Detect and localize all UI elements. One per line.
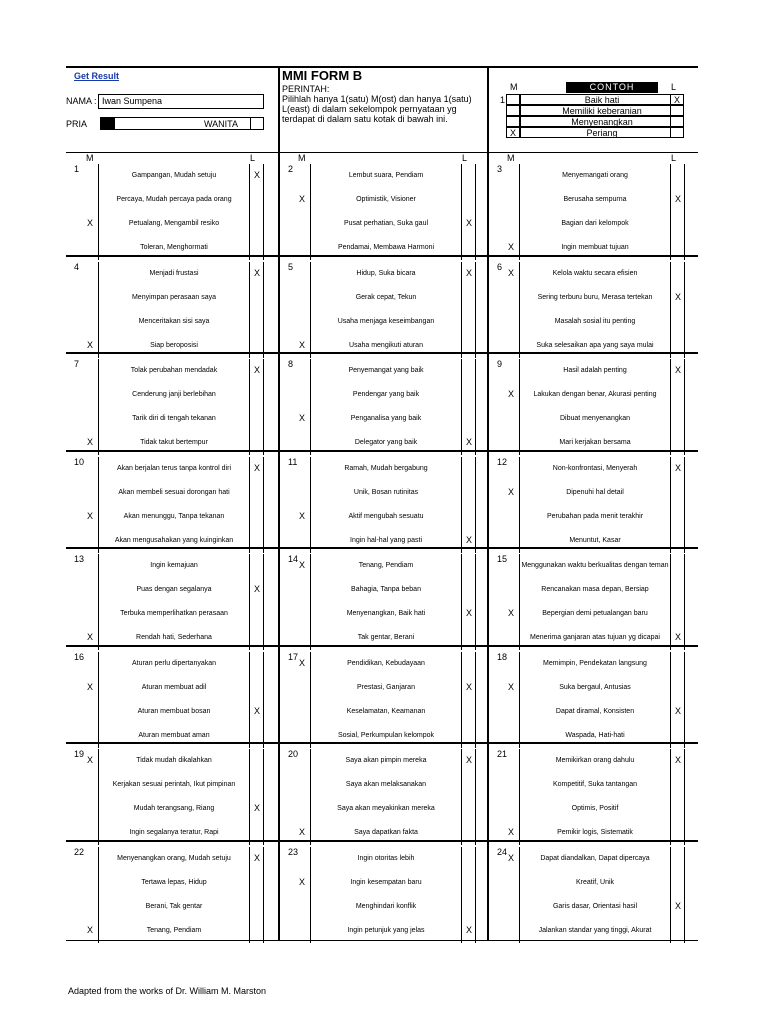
nama-field[interactable]: [98, 94, 264, 109]
statement-text: Ingin petunjuk yang jelas: [347, 926, 425, 934]
statement-text: Ingin hal-hal yang pasti: [350, 536, 422, 544]
least-mark[interactable]: X: [465, 534, 472, 545]
statement-text: Aturan membuat adil: [141, 683, 207, 691]
form-title: MMI FORM B: [282, 68, 363, 83]
get-result-link[interactable]: Get Result: [74, 71, 120, 81]
column-l-header: L: [462, 153, 468, 163]
group-number: 6: [497, 261, 503, 272]
most-mark[interactable]: X: [86, 681, 93, 692]
statement-text: Aktif mengubah sesuatu: [348, 512, 424, 520]
example-number: 1: [500, 95, 506, 105]
statement-text: Toleran, Menghormati: [140, 244, 208, 251]
example-l-box: [670, 127, 684, 138]
perintah-title: PERINTAH:: [282, 84, 330, 94]
statement-text: Menuntut, Kasar: [569, 536, 621, 544]
statement-text: Perubahan pada menit terakhir: [546, 512, 644, 520]
statement-text: Sering terburu buru, Merasa tertekan: [537, 293, 653, 301]
most-mark[interactable]: X: [507, 608, 514, 618]
group-number: 18: [497, 651, 508, 662]
group-number: 8: [288, 359, 294, 369]
statement-text: Petualang, Mengambil resiko: [128, 220, 220, 227]
statement-text: Non-konfrontasi, Menyerah: [552, 464, 638, 472]
statement-text: Optimistik, Visioner: [356, 196, 416, 203]
statement-text: Rencanakan masa depan, Bersiap: [541, 586, 649, 593]
statement-text: Menggunakan waktu berkualitas dengan teman: [521, 562, 669, 569]
group-number: 17: [288, 651, 299, 662]
statement-text: Tertawa lepas, Hidup: [141, 878, 207, 886]
group-number: 2: [288, 164, 294, 174]
statement-text: Tarik diri di tengah tekanan: [132, 415, 216, 422]
statement-text: Saya akan melaksanakan: [345, 781, 427, 788]
example-row-text: Memiliki keberanian: [520, 105, 684, 116]
statement-text: Hidup, Suka bicara: [356, 269, 416, 277]
nama-value: Iwan Sumpena: [102, 96, 163, 106]
statement-text: Kompetitif, Suka tantangan: [552, 781, 638, 788]
statement-text: Dapat diandalkan, Dapat dipercaya: [540, 854, 650, 862]
most-mark[interactable]: X: [298, 413, 305, 423]
statement-text: Jalankan standar yang tinggi, Akurat: [538, 926, 652, 934]
statement-text: Saya akan meyakinkan mereka: [337, 805, 435, 812]
most-mark[interactable]: X: [507, 827, 514, 837]
statement-text: Pendamai, Membawa Harmoni: [337, 244, 435, 251]
column-m-header: M: [507, 153, 515, 163]
most-mark[interactable]: X: [507, 681, 514, 692]
least-mark[interactable]: X: [674, 365, 681, 375]
statement-text: Pendengar yang baik: [352, 391, 420, 398]
statement-text: Tolak perubahan mendadak: [130, 367, 218, 374]
example-row-text: Baik hati: [520, 94, 684, 105]
example-m-label: M: [510, 82, 518, 92]
statement-text: Menyenangkan, Baik hati: [346, 610, 426, 617]
statement-text: Akan membeli sesuai dorongan hati: [118, 488, 230, 496]
most-mark[interactable]: X: [507, 486, 514, 497]
most-mark[interactable]: X: [298, 510, 305, 521]
least-mark[interactable]: X: [253, 267, 260, 278]
statement-text: Ramah, Mudah bergabung: [344, 464, 428, 472]
statement-text: Percaya, Mudah percaya pada orang: [116, 196, 232, 203]
wanita-checkbox[interactable]: [250, 117, 264, 130]
least-mark[interactable]: X: [674, 291, 681, 302]
pria-checkbox[interactable]: [100, 117, 114, 130]
statement-text: Ingin kesempatan baru: [350, 878, 422, 886]
group-number: 14: [288, 554, 299, 564]
least-mark[interactable]: X: [253, 803, 260, 813]
example-m-box: [506, 116, 520, 127]
group-number: 1: [74, 164, 80, 174]
most-mark[interactable]: X: [298, 194, 305, 204]
footer-credit: Adapted from the works of Dr. William M. Marston: [68, 986, 267, 996]
statement-text: Kreatif, Unik: [575, 878, 615, 886]
group-number: 10: [74, 456, 85, 467]
statement-text: Akan mengusahakan yang kuinginkan: [114, 536, 234, 544]
least-mark[interactable]: X: [674, 194, 681, 204]
column-l-header: L: [671, 153, 677, 163]
statement-text: Delegator yang baik: [354, 439, 418, 446]
group-number: 21: [497, 749, 508, 759]
least-mark[interactable]: X: [465, 267, 472, 278]
statement-text: Penyemangat yang baik: [348, 367, 424, 374]
statement-text: Akan berjalan terus tanpa kontrol diri: [116, 464, 231, 472]
group-number: 7: [74, 359, 80, 369]
statement-text: Ingin otoritas lebih: [357, 854, 415, 862]
statement-text: Cenderung janji berlebihan: [132, 391, 216, 398]
nama-label: NAMA :: [66, 96, 97, 106]
statement-text: Aturan perlu dipertanyakan: [131, 659, 217, 667]
group-number: 13: [74, 554, 85, 564]
least-mark[interactable]: X: [253, 852, 260, 863]
statement-text: Terbuka memperlihatkan perasaan: [120, 610, 228, 617]
statement-text: Gampangan, Mudah setuju: [131, 172, 217, 179]
statement-text: Bepergian demi petualangan baru: [542, 610, 648, 617]
statement-text: Sosial, Perkumpulan kelompok: [337, 731, 435, 739]
pria-label: PRIA: [66, 119, 88, 129]
statement-text: Tenang, Pendiam: [358, 562, 414, 569]
statement-text: Tenang, Pendiam: [146, 926, 202, 934]
example-l-label: L: [671, 82, 677, 92]
least-mark[interactable]: X: [465, 218, 472, 228]
most-mark[interactable]: X: [507, 852, 514, 863]
statement-text: Dibuat menyenangkan: [559, 415, 631, 422]
column-m-header: M: [298, 153, 306, 163]
most-mark[interactable]: X: [86, 755, 93, 765]
statement-text: Masalah sosial itu penting: [554, 317, 636, 325]
statement-text: Aturan membuat bosan: [137, 707, 211, 715]
statement-text: Ingin segalanya teratur, Rapi: [129, 829, 219, 836]
statement-text: Usaha mengikuti aturan: [349, 341, 423, 349]
statement-text: Menceritakan sisi saya: [138, 317, 210, 325]
statement-text: Rendah hati, Sederhana: [136, 634, 212, 641]
statement-text: Dapat diramal, Konsisten: [555, 707, 635, 715]
example-l-box: [670, 105, 684, 116]
example-m-box: X: [506, 127, 520, 138]
least-mark[interactable]: X: [465, 924, 472, 935]
statement-text: Keselamatan, Keamanan: [346, 707, 426, 715]
statement-text: Kerjakan sesuai perintah, Ikut pimpinan: [112, 781, 236, 788]
least-mark[interactable]: X: [253, 584, 260, 594]
statement-text: Akan menunggu, Tanpa tekanan: [123, 512, 225, 520]
statement-text: Pusat perhatian, Suka gaul: [343, 220, 429, 227]
statement-text: Memimpin, Pendekatan langsung: [543, 659, 647, 667]
statement-text: Mudah terangsang, Riang: [133, 805, 215, 812]
statement-text: Menghindari konflik: [355, 902, 417, 910]
least-mark[interactable]: X: [253, 170, 260, 180]
group-number: 20: [288, 749, 299, 759]
statement-text: Menerima ganjaran atas tujuan yg dicapai: [530, 634, 660, 641]
group-number: 15: [497, 554, 508, 564]
most-mark[interactable]: X: [86, 339, 93, 350]
group-number: 16: [74, 651, 85, 662]
least-mark[interactable]: X: [674, 900, 681, 911]
least-mark[interactable]: X: [465, 437, 472, 447]
least-mark[interactable]: X: [465, 755, 472, 765]
statement-text: Aturan membuat aman: [138, 731, 210, 739]
statement-text: Dipenuhi hal detail: [566, 488, 624, 496]
statement-text: Memikirkan orang dahulu: [555, 757, 635, 764]
most-mark[interactable]: X: [86, 437, 93, 447]
group-number: 22: [74, 846, 85, 857]
statement-text: Tidak mudah dikalahkan: [136, 757, 212, 764]
least-mark[interactable]: X: [253, 365, 260, 375]
most-mark[interactable]: X: [298, 339, 305, 350]
statement-text: Menjadi frustasi: [149, 269, 199, 277]
least-mark[interactable]: X: [674, 462, 681, 473]
statement-text: Optimis, Positif: [571, 805, 619, 812]
group-number: 23: [288, 846, 299, 857]
least-mark[interactable]: X: [253, 462, 260, 473]
group-number: 12: [497, 456, 508, 467]
statement-text: Saya dapatkan fakta: [354, 829, 418, 836]
least-mark[interactable]: X: [465, 608, 472, 618]
statement-text: Mari kerjakan bersama: [559, 439, 631, 446]
statement-text: Pemikir logis, Sistematik: [557, 829, 633, 836]
statement-text: Garis dasar, Orientasi hasil: [552, 902, 638, 910]
statement-text: Waspada, Hati-hati: [565, 731, 625, 739]
group-number: 9: [497, 359, 503, 369]
statement-text: Penganalisa yang baik: [350, 415, 422, 422]
example-header: CONTOH: [566, 82, 658, 93]
statement-text: Menyenangkan orang, Mudah setuju: [117, 854, 231, 862]
statement-text: Menyemangati orang: [562, 172, 628, 179]
most-mark[interactable]: X: [86, 218, 93, 228]
most-mark[interactable]: X: [86, 632, 93, 642]
group-number: 11: [288, 456, 298, 467]
group-number: 24: [497, 846, 508, 857]
statement-text: Usaha menjaga keseimbangan: [337, 317, 435, 325]
statement-text: Saya akan pimpin mereka: [345, 757, 427, 764]
wanita-label: WANITA: [204, 119, 238, 129]
example-l-box: [670, 116, 684, 127]
most-mark[interactable]: X: [507, 389, 514, 399]
example-row-text: Menyenangkan: [520, 116, 684, 127]
statement-text: Menyimpan perasaan saya: [131, 293, 217, 301]
statement-text: Berusaha sempurna: [563, 196, 627, 203]
most-mark[interactable]: X: [298, 657, 305, 668]
least-mark[interactable]: X: [674, 755, 681, 765]
example-m-box: [506, 94, 520, 105]
group-number: 3: [497, 164, 503, 174]
most-mark[interactable]: X: [86, 924, 93, 935]
statement-text: Puas dengan segalanya: [136, 586, 212, 593]
most-mark[interactable]: X: [298, 827, 305, 837]
statement-text: Suka selesaikan apa yang saya mulai: [536, 341, 654, 349]
least-mark[interactable]: X: [674, 632, 681, 642]
most-mark[interactable]: X: [507, 267, 514, 278]
statement-text: Bahagia, Tanpa beban: [351, 586, 421, 593]
statement-text: Lembut suara, Pendiam: [348, 172, 424, 179]
most-mark[interactable]: X: [298, 560, 305, 570]
statement-text: Siap beroposisi: [150, 341, 198, 349]
statement-text: Prestasi, Ganjaran: [357, 683, 415, 691]
pria-wanita-box: [114, 117, 264, 130]
least-mark[interactable]: X: [674, 705, 681, 716]
least-mark[interactable]: X: [253, 705, 260, 716]
most-mark[interactable]: X: [86, 510, 93, 521]
statement-text: Ingin membuat tujuan: [561, 244, 629, 251]
statement-text: Tidak takut bertempur: [140, 439, 208, 446]
group-number: 4: [74, 261, 80, 272]
statement-text: Lakukan dengan benar, Akurasi penting: [533, 391, 657, 398]
statement-text: Gerak cepat, Tekun: [355, 293, 417, 301]
example-l-box: X: [670, 94, 684, 105]
statement-text: Berani, Tak gentar: [145, 902, 203, 910]
most-mark[interactable]: X: [507, 242, 514, 252]
statement-text: Hasil adalah penting: [563, 367, 627, 374]
statement-text: Bagian dari kelompok: [561, 220, 629, 227]
statement-text: Ingin kemajuan: [150, 562, 198, 569]
statement-text: Kelola waktu secara efisien: [552, 269, 638, 277]
column-m-header: M: [86, 153, 94, 163]
example-m-box: [506, 105, 520, 116]
least-mark[interactable]: X: [465, 681, 472, 692]
statement-text: Tak gentar, Berani: [357, 634, 415, 641]
statement-text: Suka bergaul, Antusias: [559, 683, 631, 691]
group-number: 19: [74, 749, 85, 759]
statement-text: Pendidikan, Kebudayaan: [347, 659, 425, 667]
example-row-text: Periang: [520, 127, 684, 138]
most-mark[interactable]: X: [298, 876, 305, 887]
group-number: 5: [288, 261, 294, 272]
perintah-text: Pilihlah hanya 1(satu) M(ost) dan hanya 1(satu) L(east) di dalam sekelompok pernyataan yg terdapat di dalam satu kotak di bawah ini.: [282, 94, 472, 124]
column-l-header: L: [250, 153, 256, 163]
statement-text: Unik, Bosan rutinitas: [353, 488, 419, 496]
